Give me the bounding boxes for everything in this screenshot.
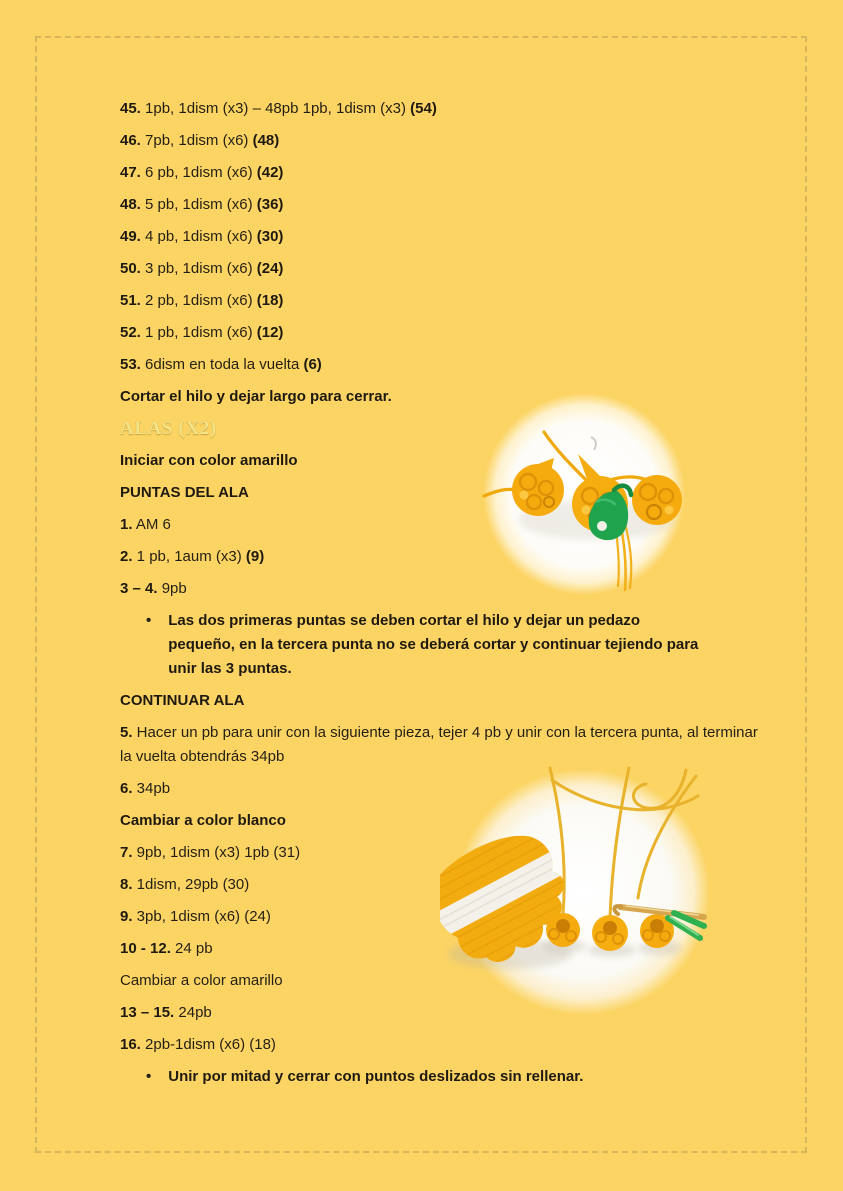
step-line: 51. 2 pb, 1dism (x6) (18) xyxy=(120,292,284,309)
step-number: 16. xyxy=(120,1036,141,1053)
step-number: 13 – 15. xyxy=(120,1004,175,1021)
wing-tip-3 xyxy=(632,475,682,525)
bullet-icon: • xyxy=(146,1068,152,1085)
step-line: 2. 1 pb, 1aum (x3) (9) xyxy=(120,548,265,565)
stitch-count: (18) xyxy=(252,292,284,309)
wing-tip-small-2 xyxy=(592,915,628,951)
step-number: 53. xyxy=(120,356,141,373)
step-number: 46. xyxy=(120,132,141,149)
step-line: 16. 2pb-1dism (x6) (18) xyxy=(120,1036,276,1053)
step-line: 53. 6dism en toda la vuelta (6) xyxy=(120,356,322,373)
stitch-count: (54) xyxy=(406,100,437,117)
step-number: 3 – 4. xyxy=(120,580,158,597)
step-number: 8. xyxy=(120,876,133,893)
step-number: 10 - 12. xyxy=(120,940,171,957)
step-line: 52. 1 pb, 1dism (x6) (12) xyxy=(120,324,284,341)
step-line: 6. 34pb xyxy=(120,780,171,797)
stitch-count: (12) xyxy=(252,324,284,341)
step-line: 46. 7pb, 1dism (x6) (48) xyxy=(120,132,280,149)
step-number: 6. xyxy=(120,780,133,797)
step-number: 7. xyxy=(120,844,133,861)
photo-wing-assembly xyxy=(440,766,710,1018)
step-number: 2. xyxy=(120,548,133,565)
step-line: 9. 3pb, 1dism (x6) (24) xyxy=(120,908,271,925)
note-line: Cambiar a color amarillo xyxy=(120,972,283,989)
note-line: Cambiar a color blanco xyxy=(120,812,286,829)
step-line: 10 - 12. 24 pb xyxy=(120,940,213,957)
step-line: 8. 1dism, 29pb (30) xyxy=(120,876,250,893)
wing-tip-small-1 xyxy=(546,913,580,947)
step-number: 47. xyxy=(120,164,141,181)
step-number: 49. xyxy=(120,228,141,245)
step-number: 45. xyxy=(120,100,141,117)
step-number: 5. xyxy=(120,724,133,741)
stitch-count: (6) xyxy=(299,356,322,373)
bullet-item xyxy=(120,1065,770,1089)
stitch-count: (30) xyxy=(252,228,284,245)
step-line: 49. 4 pb, 1dism (x6) (30) xyxy=(120,228,284,245)
step-line: 1. AM 6 xyxy=(120,516,171,533)
photo-wing-tips xyxy=(476,392,690,600)
step-number: 50. xyxy=(120,260,141,277)
bullet-text: Las dos primeras puntas se deben cortar el hilo y dejar un pedazo pequeño, en la tercera punta no se deberá cortar y continuar tejiendo para unir las 3 puntas. xyxy=(168,612,699,677)
bullet-text: Unir por mitad y cerrar con puntos deslizados sin rellenar. xyxy=(168,1068,584,1085)
step-line: 45. 1pb, 1dism (x3) – 48pb 1pb, 1dism (x3) (54) xyxy=(120,100,437,117)
stitch-count: (42) xyxy=(252,164,284,181)
step-line: 3 – 4. 9pb xyxy=(120,580,187,597)
step-line: 48. 5 pb, 1dism (x6) (36) xyxy=(120,196,284,213)
step-number: 9. xyxy=(120,908,133,925)
step-number: 52. xyxy=(120,324,141,341)
step-number: 48. xyxy=(120,196,141,213)
section-heading: ALAS (X2) xyxy=(120,418,217,439)
note-line: CONTINUAR ALA xyxy=(120,692,245,709)
note-line: PUNTAS DEL ALA xyxy=(120,484,249,501)
stitch-count: (9) xyxy=(241,548,265,565)
stitch-count: (24) xyxy=(252,260,284,277)
note-line: Iniciar con color amarillo xyxy=(120,452,298,469)
step-line: 47. 6 pb, 1dism (x6) (42) xyxy=(120,164,284,181)
step-number: 1. xyxy=(120,516,133,533)
bullet-icon: • xyxy=(146,612,152,629)
bullet-item xyxy=(120,609,770,681)
step-number: 51. xyxy=(120,292,141,309)
step-line: 7. 9pb, 1dism (x3) 1pb (31) xyxy=(120,844,301,861)
note-line: Cortar el hilo y dejar largo para cerrar. xyxy=(120,388,392,405)
stitch-count: (48) xyxy=(248,132,280,149)
step-line: 5. Hacer un pb para unir con la siguiente pieza, tejer 4 pb y unir con la tercera punta, al terminar la vuelta obtendrás 34pb xyxy=(120,724,758,765)
stitch-count: (36) xyxy=(252,196,284,213)
step-line: 50. 3 pb, 1dism (x6) (24) xyxy=(120,260,284,277)
step-line: 13 – 15. 24pb xyxy=(120,1004,212,1021)
